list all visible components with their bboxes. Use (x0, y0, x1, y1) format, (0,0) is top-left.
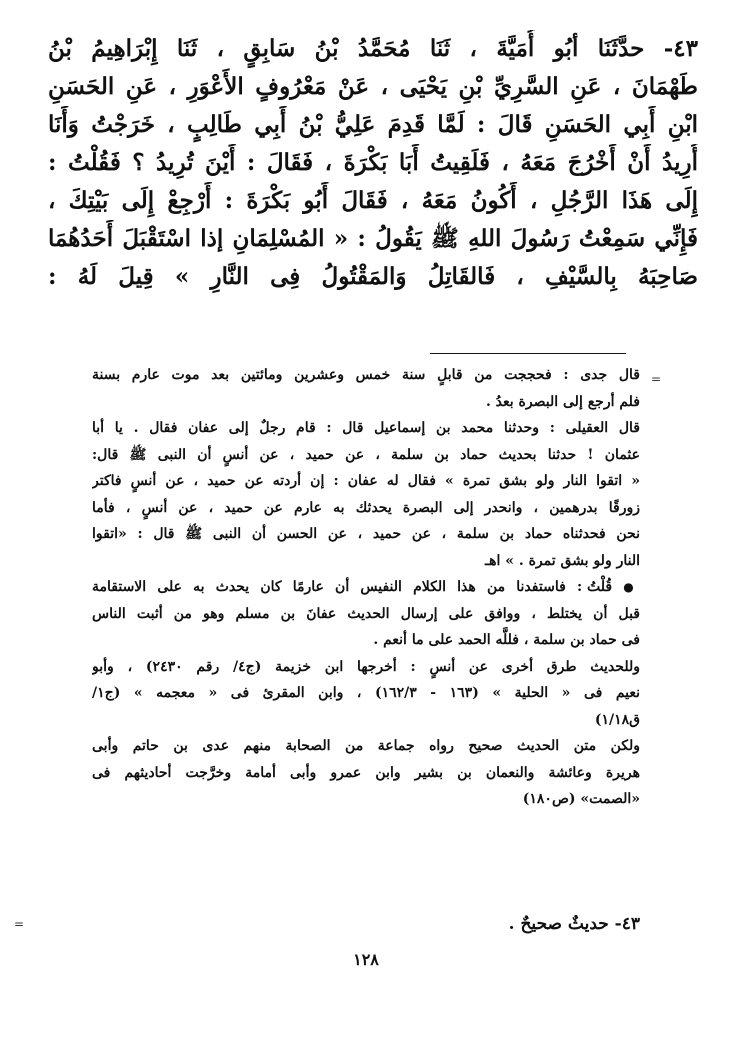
footnote-line: قال العقيلى : وحدثنا محمد بن إسماعيل قال : قام رجلٌ إلى عفان فقال . يا أبا (92, 420, 640, 436)
footnote-line: هريرة وعائشة والنعمان بن بشير وابن عمرو وأبى أمامة وخرَّجت أحاديثهم فى (92, 764, 640, 781)
footnote-line: ق١/١٨) (594, 711, 640, 728)
footnote-line: ولكن متن الحديث صحيح رواه جماعة من الصحابة منهم عدى بن حاتم وأبى (92, 738, 640, 754)
footnote-line: « اتقوا النار ولو بشق تمرة » فقال له عفان : إن أردته عن حميد ، عن أنسٍ فاكتر (92, 473, 640, 489)
footnote-line: وللحديث طرق أخرى عن أنسٍ : أخرجها ابن خزيمة (ج٤/ رقم ٢٤٣٠) ، وأبو (92, 658, 640, 675)
bullet-icon: ● (623, 580, 640, 594)
footnote-line: عثمان ! حدثنا بحديث حماد بن سلمة ، عن حميد ، عن أنسٍ أن النبى ﷺ قال: (92, 446, 640, 463)
main-text-line: ابْنِ أَبِي الحَسَنِ قَالَ : لَمَّا قَدِمَ عَلِيُّ بْنُ أَبِي طَالِبٍ ، خَرَجْتُ وَأَنَا (48, 111, 698, 138)
footnote-line: «الصمت» (ص١٨٠) (522, 791, 640, 807)
main-text-line: إِلَى هَذَا الرَّجُلِ ، أَكُونُ مَعَهُ ، فَقَالَ أَبُو بَكْرَةَ : أَرْجِعْ إِلَى بَيْتِكَ ، (48, 187, 698, 214)
margin-mark: = (14, 917, 25, 931)
main-text-line: فَإِنِّي سَمِعْتُ رَسُولَ اللهِ ﷺ يَقُولُ : « المُسْلِمَانِ إذا اسْتَقْبَلَ أَحَدُهُمَا (48, 225, 698, 252)
footnote-qultu-line (92, 574, 640, 601)
footnote-line: النار ولو بشق تمرة . » اهـ (484, 552, 640, 569)
footnote-line: قُلْتُ : فاستفدنا من هذا الكلام النفيس أن عارمًا كان يحدث به على الاستقامة (92, 579, 613, 595)
margin-mark: = (651, 372, 662, 386)
main-text-line: صَاحِبَهُ بِالسَّيْفِ ، فَالقَاتِلُ وَالمَقْتُولُ فِى النَّارِ » قِيلَ لَهُ : (48, 263, 698, 290)
main-text-line: ٤٣- حدَّثَنَا أبُو أُمَيَّةَ ، ثَنَا مُحَمَّدُ بْنُ سَابِقٍ ، ثَنَا إِبْرَاهِيمُ بْنُ (48, 35, 698, 62)
main-text-line: طَهْمَانَ ، عَنِ السَّرِيِّ بْنِ يَحْيَى ، عَنْ مَعْرُوفٍ الأَعْوَرِ ، عَنِ الحَسَنِ (48, 73, 698, 100)
footnote-line: فى حماد بن سلمة ، فللَّه الحمد على ما أنعم . (373, 632, 640, 648)
footnote-line: قبل أن يختلط ، ووافق على إرسال الحديث عفانَ بن مسلم وهو من أثبت الناس (92, 605, 640, 622)
main-text-block (48, 30, 698, 296)
footnote-line: قال جدى : فحججت من قابلٍ سنة خمس وعشرين ومائتين بعد موت عارم بسنة (92, 367, 640, 383)
page-number: ١٢٨ (353, 950, 379, 969)
hadith-grading: ٤٣- حديثٌ صحيحٌ . (508, 914, 640, 934)
footnote-separator-rule (430, 353, 626, 354)
footnote-line: فلم أرجع إلى البصرة بعدُ . (485, 393, 640, 410)
footnote-line: نعيم فى « الحلية » (١٦٣ - ١٦٢/٣) ، وابن المقرئ فى « معجمه » (ج١/ (92, 685, 640, 701)
footnote-line: نحن فحدثناه حماد بن سلمة ، عن حميد ، عن الحسن أن النبى ﷺ قال : «اتقوا (92, 526, 640, 542)
footnotes-block (92, 362, 640, 813)
footnote-line: زورقًا بدرهمين ، وانحدر إلى البصرة يحدثك به عارم عن حميد ، عن أنسٍ ، فأما (92, 499, 640, 516)
main-text-line: أُرِيدُ أَنْ أَخْرُجَ مَعَهُ ، فَلَقِيتُ أَبَا بَكْرَةَ ، فَقَالَ : أَيْنَ تُرِيدُ ؟ فَقُلْتُ : (48, 149, 698, 176)
